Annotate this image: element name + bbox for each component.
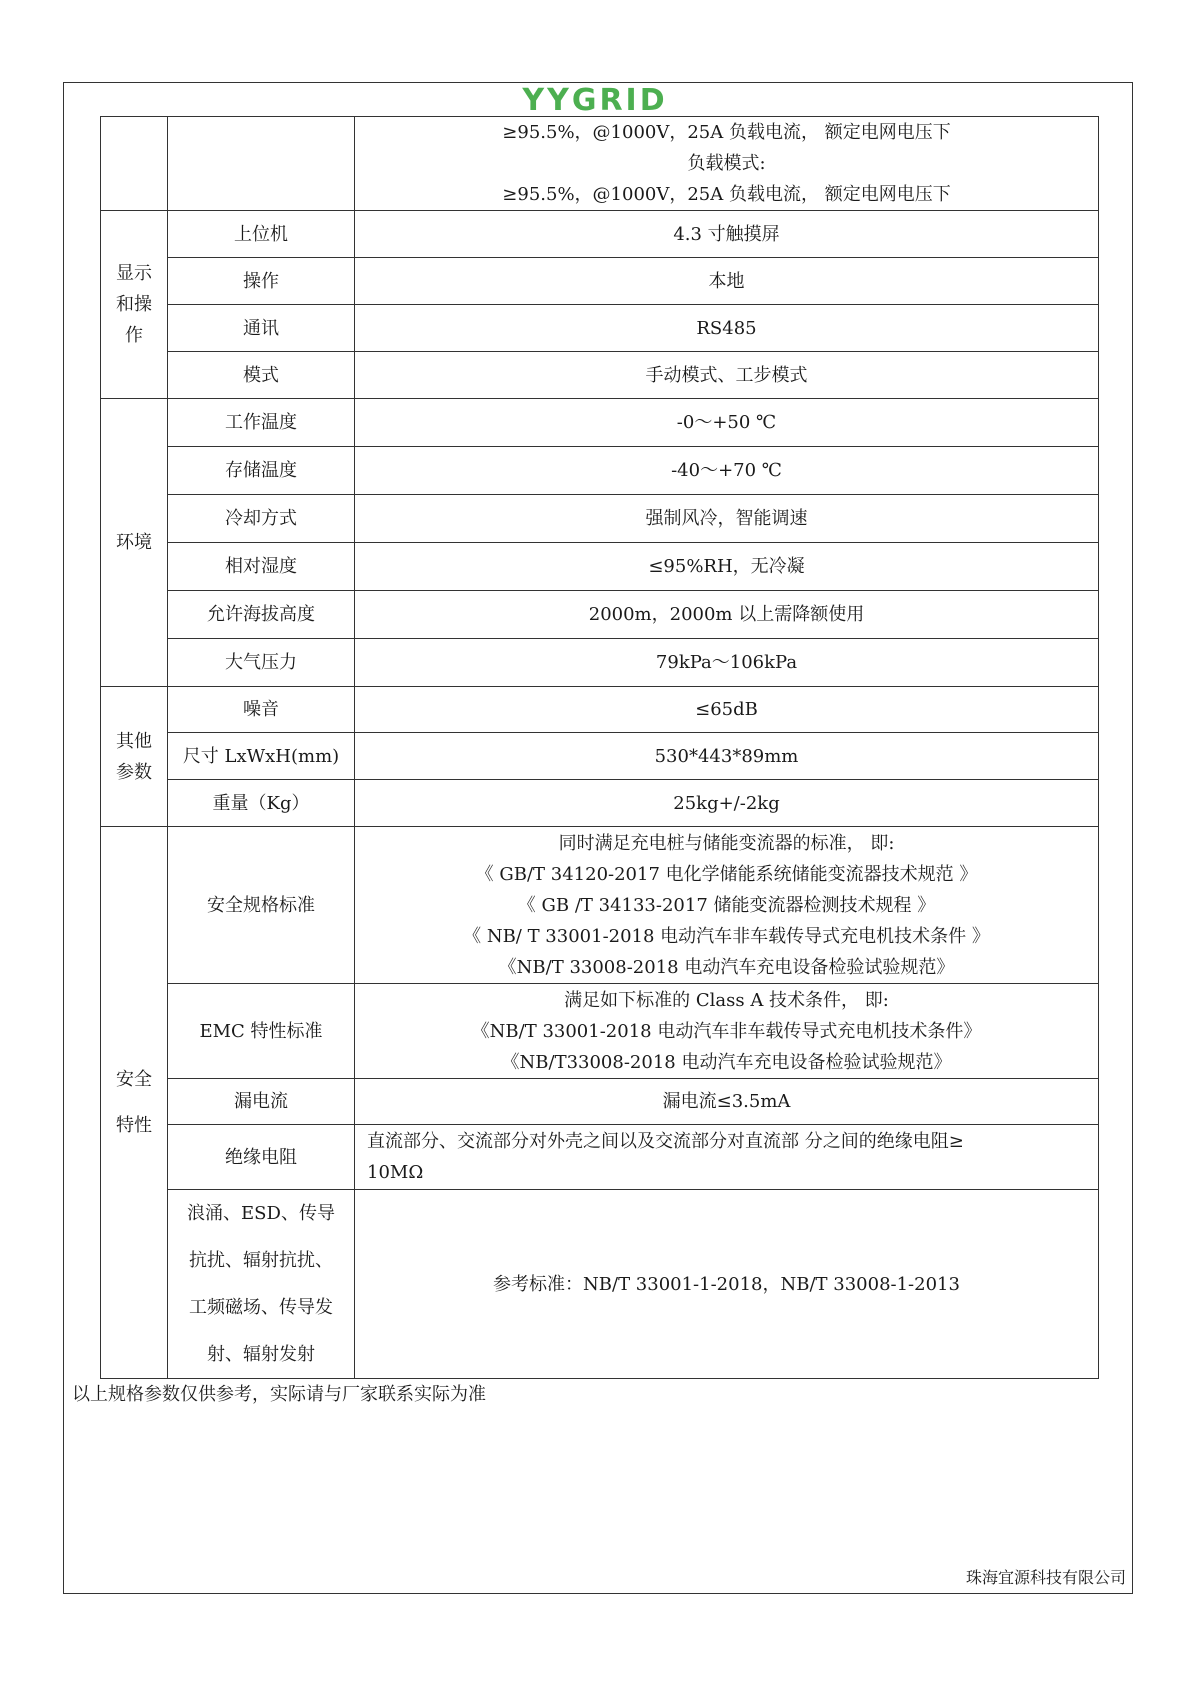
table-row [101,211,1099,258]
param-cell: 存储温度 [168,447,355,495]
value-cell: 本地 [355,258,1099,305]
param-cell: 漏电流 [168,1079,355,1125]
value-cell: 4.3 寸触摸屏 [355,211,1099,258]
value-cell: ≤65dB [355,687,1099,733]
param-cell: 相对湿度 [168,543,355,591]
category-line: 显示 [116,263,152,284]
value-line: 10MΩ [367,1162,424,1183]
category-line: 安全 [116,1068,152,1090]
table-row [101,1079,1099,1125]
table-row [101,827,1099,984]
table-row [101,1190,1099,1379]
param-cell: 允许海拔高度 [168,591,355,639]
value-cell: 强制风冷，智能调速 [355,495,1099,543]
value-cell: 漏电流≤3.5mA [355,1079,1099,1125]
value-cell: -0～+50 ℃ [355,399,1099,447]
value-cell [355,984,1099,1079]
value-line: ≥95.5%，@1000V，25A 负载电流， 额定电网电压下 [502,184,951,205]
value-line: 同时满足充电桩与储能变流器的标准， 即: [558,832,895,854]
table-row [101,117,1099,211]
param-cell: EMC 特性标准 [168,984,355,1079]
param-cell: 操作 [168,258,355,305]
value-cell: 25kg+/-2kg [355,780,1099,827]
param-cell: 重量（Kg） [168,780,355,827]
param-cell: 安全规格标准 [168,827,355,984]
value-line: 《NB/T 33008-2018 电动汽车充电设备检验试验规范》 [498,956,955,978]
value-line: 直流部分、交流部分对外壳之间以及交流部分对直流部 分之间的绝缘电阻≥ [367,1131,964,1152]
category-other [101,687,168,827]
param-line: 射、辐射发射 [207,1344,315,1365]
disclaimer-note: 以上规格参数仅供参考，实际请与厂家联系实际为准 [72,1384,486,1405]
value-cell: -40～+70 ℃ [355,447,1099,495]
category-line: 环境 [116,532,152,553]
value-line: 《 GB /T 34133-2017 储能变流器检测技术规程 》 [517,894,936,916]
value-cell [355,1125,1099,1190]
param-cell: 工作温度 [168,399,355,447]
category-cell [101,117,168,211]
value-line: 《NB/T33008-2018 电动汽车充电设备检验试验规范》 [501,1051,952,1073]
value-line: 《 GB/T 34120-2017 电化学储能系统储能变流器技术规范 》 [475,863,978,885]
param-line: 工频磁场、传导发 [189,1297,333,1318]
value-cell: RS485 [355,305,1099,352]
param-cell: 上位机 [168,211,355,258]
category-display [101,211,168,399]
table-row [101,258,1099,305]
param-line: 抗扰、辐射抗扰、 [189,1250,333,1271]
value-cell: 2000m，2000m 以上需降额使用 [355,591,1099,639]
param-cell: 噪音 [168,687,355,733]
value-cell: 参考标准：NB/T 33001-1-2018，NB/T 33008-1-2013 [355,1190,1099,1379]
table-row [101,495,1099,543]
param-cell: 大气压力 [168,639,355,687]
logo-text: YYGRID [522,83,668,118]
value-cell [355,117,1099,211]
param-cell [168,117,355,211]
category-line: 特性 [116,1114,152,1136]
table-row [101,447,1099,495]
table-row [101,591,1099,639]
spec-table [100,116,1099,1379]
param-cell: 尺寸 LxWxH(mm) [168,733,355,780]
category-line: 参数 [116,761,152,783]
category-line: 其他 [116,730,152,752]
category-safety [101,827,168,1379]
value-line: 《 NB/ T 33001-2018 电动汽车非车载传导式充电机技术条件 》 [463,925,990,947]
company-logo [0,83,1190,118]
value-cell: ≤95%RH，无冷凝 [355,543,1099,591]
param-cell: 模式 [168,352,355,399]
table-row [101,984,1099,1079]
value-cell [355,827,1099,984]
param-cell [168,1190,355,1379]
param-cell: 通讯 [168,305,355,352]
table-row [101,1125,1099,1190]
table-row [101,733,1099,780]
table-row [101,639,1099,687]
table-row [101,780,1099,827]
category-line: 作 [125,325,143,346]
param-cell: 绝缘电阻 [168,1125,355,1190]
value-cell: 手动模式、工步模式 [355,352,1099,399]
table-row [101,543,1099,591]
category-environment [101,399,168,687]
table-row [101,399,1099,447]
table-row [101,352,1099,399]
value-line: 《NB/T 33001-2018 电动汽车非车载传导式充电机技术条件》 [471,1020,982,1042]
value-cell: 530*443*89mm [355,733,1099,780]
table-row [101,687,1099,733]
param-line: 浪涌、ESD、传导 [187,1203,335,1224]
table-row [101,305,1099,352]
value-line: ≥95.5%，@1000V，25A 负载电流， 额定电网电压下 [502,122,951,143]
category-line: 和操 [116,294,152,315]
param-cell: 冷却方式 [168,495,355,543]
value-line: 负载模式: [687,153,766,174]
value-cell: 79kPa～106kPa [355,639,1099,687]
value-line: 满足如下标准的 Class A 技术条件， 即: [564,989,889,1011]
company-name: 珠海宜源科技有限公司 [965,1568,1126,1587]
